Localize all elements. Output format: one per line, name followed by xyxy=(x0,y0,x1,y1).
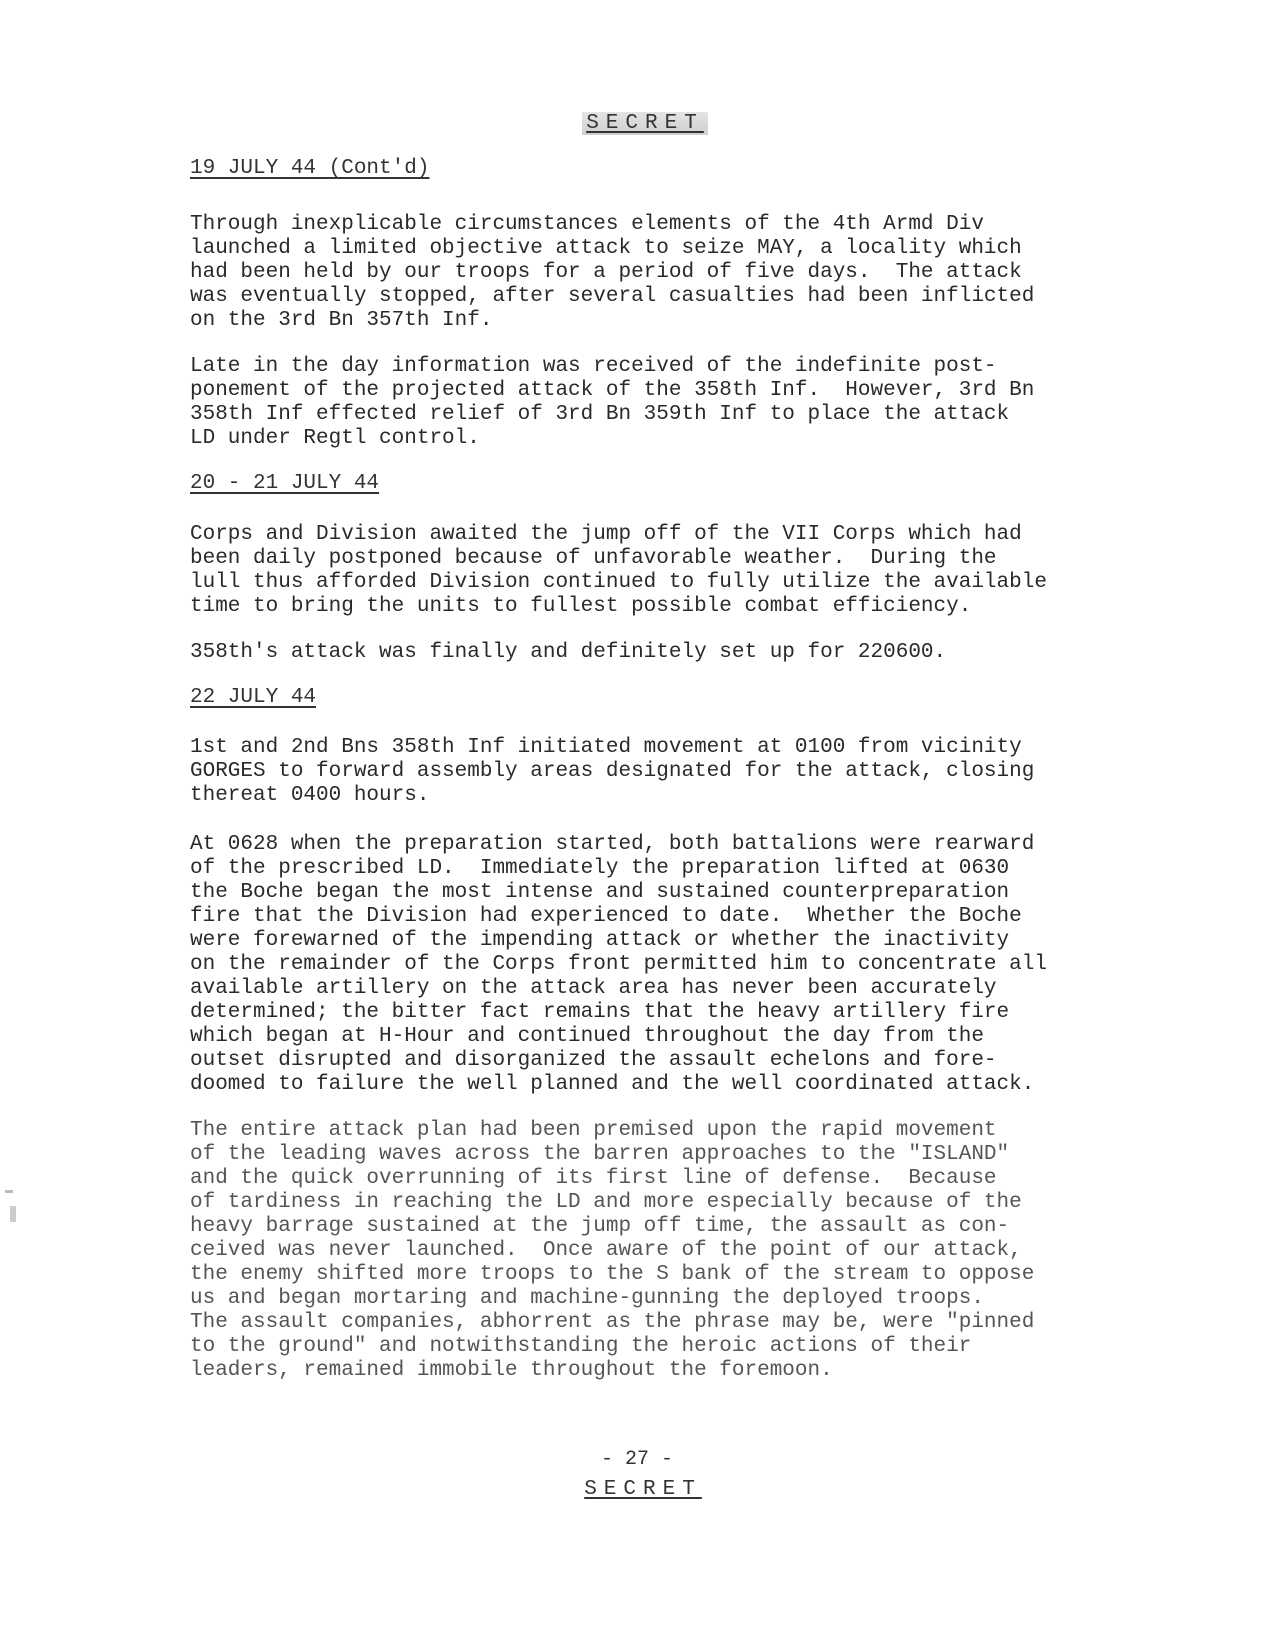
scan-artifact-mark xyxy=(5,1190,13,1193)
paragraph-preparation-fire: At 0628 when the preparation started, both battalions were rearward of the prescribed LD. Immediately the preparation lifted at 0630 the Boche began the most intense and sustained counterpreparation fire that the Division had experienced to date. Whether the Boche were forewarned of the impending attack or whether the inactivity on the remainder of the Corps front permitted him to concentrate all available artillery on the attack area has never been accurately determined; the bitter fact remains that the heavy artillery fire which began at H-Hour and continued throughout the day from the outset disrupted and disorganized the assault echelons and fore- doomed to failure the well planned and the well coordinated attack. xyxy=(190,833,1047,1096)
paragraph-attack-plan: The entire attack plan had been premised upon the rapid movement of the leading waves across the barren approaches to the "ISLAND" and the quick overrunning of its first line of defense. Because of tardiness in reaching the LD and more especially because of the heavy barrage sustained at the jump off time, the assault as con- ceived was never launched. Once aware of the point of our attack, the enemy shifted more troops to the S bank of the stream to oppose us and began mortaring and machine-gunning the deployed troops. The assault companies, abhorrent as the phrase may be, were "pinned to the ground" and notwithstanding the heroic actions of their leaders, remained immobile throughout the foremoon. xyxy=(190,1119,1035,1382)
paragraph-postponement: Late in the day information was received of the indefinite post- ponement of the projected attack of the 358th Inf. However, 3rd Bn 358th Inf effected relief of 3rd Bn 359th Inf to place the attack LD under Regtl control. xyxy=(190,355,1035,450)
page-number: - 27 - xyxy=(600,1448,673,1471)
paragraph-movement-initiated: 1st and 2nd Bns 358th Inf initiated movement at 0100 from vicinity GORGES to forward assembly areas designated for the attack, closing thereat 0400 hours. xyxy=(190,736,1035,807)
classification-footer: SECRET xyxy=(584,1478,702,1501)
section-heading-22-july: 22 JULY 44 xyxy=(190,686,317,709)
paragraph-358th-attack-set: 358th's attack was finally and definitely set up for 220600. xyxy=(190,641,947,664)
paragraph-corps-awaited: Corps and Division awaited the jump off of the VII Corps which had been daily postponed because of unfavorable weather. During the lull thus afforded Division continued to fully utilize the available time to bring the units to fullest possible combat efficiency. xyxy=(190,523,1047,618)
section-heading-20-21-july: 20 - 21 JULY 44 xyxy=(190,472,380,495)
scan-artifact-mark xyxy=(10,1206,16,1222)
classification-header: SECRET xyxy=(8,112,1274,135)
section-heading-19-july: 19 JULY 44 (Cont'd) xyxy=(190,157,430,180)
paragraph-4th-armd-div-attack: Through inexplicable circumstances elements of the 4th Armd Div launched a limited objective attack to seize MAY, a locality which had been held by our troops for a period of five days. The attack was eventually stopped, after several casualties had been inflicted on the 3rd Bn 357th Inf. xyxy=(190,213,1035,332)
